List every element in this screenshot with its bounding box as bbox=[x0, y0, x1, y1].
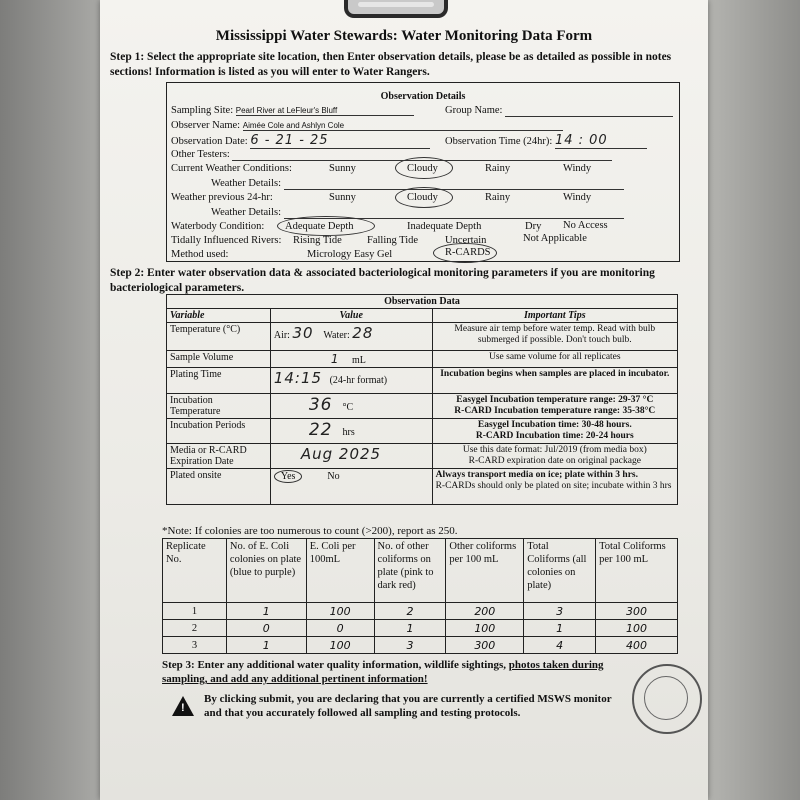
tidal-not-applicable[interactable]: Not Applicable bbox=[523, 233, 587, 244]
incubation-period-unit: hrs bbox=[342, 427, 355, 438]
onsite-tip-1: Always transport media on ice; plate within 3 hrs. bbox=[435, 470, 638, 480]
colony-note: *Note: If colonies are too numerous to count (>200), report as 250. bbox=[162, 525, 458, 537]
media-label-2: Expiration Date bbox=[170, 456, 234, 467]
media-tip-1: Use this date format: Jul/2019 (from media box) bbox=[462, 445, 647, 455]
form-paper bbox=[100, 0, 708, 800]
incubation-temp-unit: °C bbox=[342, 402, 354, 413]
tidal-rising[interactable]: Rising Tide bbox=[293, 235, 342, 246]
incubation-period-tip-1: Easygel Incubation time: 30-48 hours. bbox=[477, 420, 632, 430]
tidal-falling[interactable]: Falling Tide bbox=[367, 235, 419, 246]
current-weather-circle bbox=[395, 157, 453, 179]
step1-instructions: Step 1: Select the appropriate site location, then Enter observation details, please be as detailed as possible in notes sections! Information is listed as you will enter to Water Rangers. bbox=[110, 51, 672, 78]
weather-details-field[interactable] bbox=[284, 178, 624, 190]
incubation-period-value[interactable]: 22 bbox=[308, 420, 333, 440]
rep-header-other-colonies: No. of other coliforms on plate (pink to dark red) bbox=[374, 539, 446, 603]
water-value[interactable]: 28 bbox=[352, 324, 374, 342]
rep-header-total-colonies: Total Coliforms (all colonies on plate) bbox=[524, 539, 596, 603]
incubation-temp-tip-2: R-CARD Incubation temperature range: 35-38°C bbox=[454, 406, 656, 416]
rep-row3-other-100[interactable]: 300 bbox=[446, 637, 524, 654]
rep-row1-ecoli-100[interactable]: 100 bbox=[306, 603, 374, 620]
rep-row2-total-100[interactable]: 100 bbox=[596, 620, 678, 637]
rep-row2-other-100[interactable]: 100 bbox=[446, 620, 524, 637]
plating-time-label: Plating Time bbox=[167, 368, 271, 394]
current-weather-rainy[interactable]: Rainy bbox=[485, 163, 511, 174]
sampling-site-label: Sampling Site: bbox=[171, 105, 234, 116]
desk-left bbox=[0, 0, 100, 800]
rep-row3-total-100[interactable]: 400 bbox=[596, 637, 678, 654]
prev-weather-cloudy[interactable]: Cloudy bbox=[407, 192, 438, 203]
current-weather-cloudy[interactable]: Cloudy bbox=[407, 163, 438, 174]
rep-row1-replicate: 1 bbox=[163, 603, 227, 620]
waterbody-no-access[interactable]: No Access bbox=[563, 220, 608, 231]
media-tip-2: R-CARD expiration date on original package bbox=[468, 456, 641, 466]
rep-row1-ecoli[interactable]: 1 bbox=[226, 603, 306, 620]
prev-weather-circle bbox=[395, 187, 453, 208]
media-label-1: Media or R-CARD bbox=[170, 445, 247, 456]
observation-time-field[interactable]: 14 : 00 bbox=[555, 133, 647, 149]
current-weather-sunny[interactable]: Sunny bbox=[329, 163, 356, 174]
msws-seal-logo bbox=[632, 664, 702, 734]
temp-label: Temperature (°C) bbox=[167, 323, 271, 351]
rep-row2-ecoli-100[interactable]: 0 bbox=[306, 620, 374, 637]
plating-time-value[interactable]: 14:15 bbox=[273, 369, 323, 387]
observation-time-label: Observation Time (24hr): bbox=[445, 136, 553, 147]
waterbody-inadequate[interactable]: Inadequate Depth bbox=[407, 221, 482, 232]
observer-name-field[interactable]: Aimée Cole and Ashlyn Cole bbox=[243, 121, 563, 131]
waterbody-adequate[interactable]: Adequate Depth bbox=[285, 221, 354, 232]
col-tips: Important Tips bbox=[432, 309, 677, 323]
plating-time-unit: (24-hr format) bbox=[329, 375, 388, 386]
current-weather-label: Current Weather Conditions: bbox=[171, 163, 292, 174]
tidal-uncertain[interactable]: Uncertain bbox=[445, 235, 487, 246]
waterbody-circle bbox=[277, 216, 375, 236]
rep-row3-total[interactable]: 4 bbox=[524, 637, 596, 654]
rep-header-other-per-100: Other coliforms per 100 mL bbox=[446, 539, 524, 603]
rep-row3-ecoli[interactable]: 1 bbox=[226, 637, 306, 654]
onsite-yes[interactable]: Yes bbox=[274, 470, 303, 483]
sample-volume-label: Sample Volume bbox=[167, 351, 271, 368]
rep-row1-total[interactable]: 3 bbox=[524, 603, 596, 620]
temp-tip: Measure air temp before water temp. Read with bulb submerged if possible. Don't touch bulb. bbox=[432, 323, 677, 351]
group-name-label: Group Name: bbox=[445, 105, 503, 116]
onsite-no[interactable]: No bbox=[327, 471, 340, 482]
prev-weather-details-label: Weather Details: bbox=[211, 207, 281, 218]
waterbody-dry[interactable]: Dry bbox=[525, 221, 542, 232]
incubation-temp-tip-1: Easygel Incubation temperature range: 29-37 °C bbox=[456, 395, 654, 405]
replicate-table bbox=[162, 538, 678, 654]
observation-details-box bbox=[166, 82, 680, 262]
rep-row3-replicate: 3 bbox=[163, 637, 227, 654]
warning-exclamation-icon: ! bbox=[181, 702, 185, 714]
rep-row2-total[interactable]: 1 bbox=[524, 620, 596, 637]
other-testers-label: Other Testers: bbox=[171, 149, 230, 160]
method-easygel[interactable]: Micrology Easy Gel bbox=[307, 249, 393, 260]
rep-row1-other-100[interactable]: 200 bbox=[446, 603, 524, 620]
observation-details-header: Observation Details bbox=[380, 91, 466, 102]
col-value: Value bbox=[270, 309, 432, 323]
desk-right bbox=[708, 0, 800, 800]
rep-row3-ecoli-100[interactable]: 100 bbox=[306, 637, 374, 654]
method-rcards[interactable]: R-CARDS bbox=[445, 247, 491, 258]
rep-header-replicate: Replicate No. bbox=[163, 539, 227, 603]
water-label: Water: bbox=[323, 330, 350, 341]
onsite-tip-2: R-CARDs should only be plated on site; incubate within 3 hrs bbox=[435, 481, 672, 491]
col-variable: Variable bbox=[167, 309, 271, 323]
declaration-text: By clicking submit, you are declaring that you are currently a certified MSWS monitor and that you accurately followed all sampling and testing protocols. bbox=[204, 693, 612, 719]
rep-row2-ecoli[interactable]: 0 bbox=[226, 620, 306, 637]
group-name-field[interactable] bbox=[505, 105, 673, 117]
air-label: Air: bbox=[273, 330, 290, 341]
sample-volume-unit: mL bbox=[351, 355, 366, 366]
plated-onsite-label: Plated onsite bbox=[167, 469, 271, 505]
plating-time-tip: Incubation begins when samples are placed in incubator. bbox=[432, 368, 677, 394]
rep-row3-other[interactable]: 3 bbox=[374, 637, 446, 654]
air-value[interactable]: 30 bbox=[292, 324, 314, 342]
rep-header-ecoli-per-100: E. Coli per 100mL bbox=[306, 539, 374, 603]
sample-volume-tip: Use same volume for all replicates bbox=[432, 351, 677, 368]
observation-date-field[interactable]: 6 - 21 - 25 bbox=[250, 133, 430, 149]
observation-data-table bbox=[166, 294, 678, 505]
sample-volume-value[interactable]: 1 bbox=[330, 352, 340, 366]
step3-instructions: Step 3: Enter any additional water quality information, wildlife sightings, bbox=[162, 659, 506, 671]
rep-row2-replicate: 2 bbox=[163, 620, 227, 637]
sampling-site-field[interactable]: Pearl River at LeFleur's Bluff bbox=[236, 106, 414, 116]
observation-date-label: Observation Date: bbox=[171, 136, 248, 147]
prev-weather-windy[interactable]: Windy bbox=[563, 192, 592, 203]
observation-data-header: Observation Data bbox=[167, 295, 678, 309]
waterbody-label: Waterbody Condition: bbox=[171, 221, 265, 232]
rep-row2-other[interactable]: 1 bbox=[374, 620, 446, 637]
form-title: Mississippi Water Stewards: Water Monitoring Data Form bbox=[215, 28, 593, 44]
prev-weather-sunny[interactable]: Sunny bbox=[329, 192, 356, 203]
incubation-period-label: Incubation Periods bbox=[167, 419, 271, 444]
method-label: Method used: bbox=[171, 249, 229, 260]
prev-weather-rainy[interactable]: Rainy bbox=[485, 192, 511, 203]
incubation-temp-label-1: Incubation bbox=[170, 395, 213, 406]
rep-header-total-per-100: Total Coliforms per 100 mL bbox=[596, 539, 678, 603]
method-circle bbox=[433, 243, 497, 263]
incubation-temp-value[interactable]: 36 bbox=[308, 395, 333, 415]
media-expiration-value[interactable]: Aug 2025 bbox=[300, 445, 382, 463]
rep-row1-other[interactable]: 2 bbox=[374, 603, 446, 620]
prev-weather-label: Weather previous 24-hr: bbox=[171, 192, 273, 203]
rep-header-ecoli-colonies: No. of E. Coli colonies on plate (blue to purple) bbox=[226, 539, 306, 603]
rep-row1-total-100[interactable]: 300 bbox=[596, 603, 678, 620]
observer-name-label: Observer Name: bbox=[171, 120, 241, 131]
current-weather-windy[interactable]: Windy bbox=[563, 163, 592, 174]
incubation-period-tip-2: R-CARD Incubation time: 20-24 hours bbox=[475, 431, 634, 441]
incubation-temp-label-2: Temperature bbox=[170, 406, 221, 417]
step3-photos-link[interactable]: photos taken during sampling, and add any additional pertinent information! bbox=[162, 659, 604, 685]
clipboard-clip bbox=[344, 0, 448, 18]
tidal-label: Tidally Influenced Rivers: bbox=[171, 235, 282, 246]
weather-details-label: Weather Details: bbox=[211, 178, 281, 189]
step2-instructions: Step 2: Enter water observation data & associated bacteriological monitoring parameters if you are monitoring bacteriological parameters. bbox=[110, 267, 655, 294]
